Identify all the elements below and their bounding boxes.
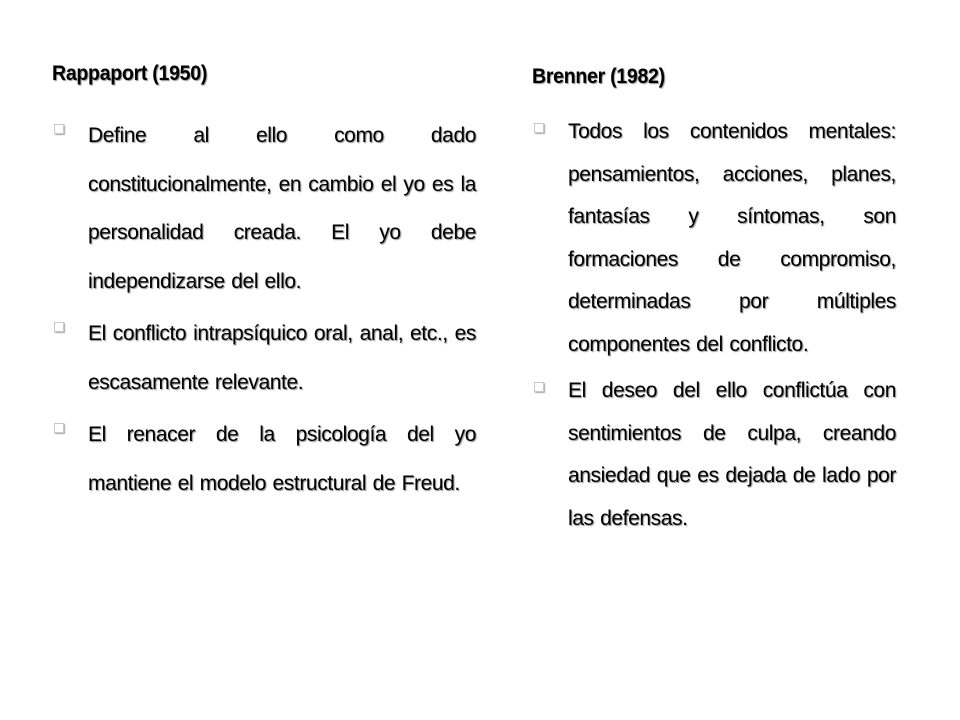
list-item — [532, 111, 896, 366]
left-bullet-list — [52, 112, 476, 508]
list-item-text: El renacer de la psicología del yo mantiene el modelo estructural de Freud. — [88, 423, 476, 495]
right-heading: Brenner (1982) — [532, 65, 665, 88]
list-item-text: Define al ello como dado constitucionalmente, en cambio el yo es la personalidad creada. El yo debe independizarse del ello. — [88, 124, 476, 293]
list-item-text: Todos los contenidos mentales: pensamientos, acciones, planes, fantasías y síntomas, son formaciones de compromiso, determinadas por múltiples componentes del conflicto. — [568, 120, 896, 356]
left-heading: Rappaport (1950) — [52, 62, 208, 85]
right-column — [532, 63, 896, 544]
list-item — [532, 370, 896, 540]
list-item-text: El deseo del ello conflictúa con sentimientos de culpa, creando ansiedad que es dejada de lado por las defensas. — [568, 379, 896, 530]
square-bullet-icon — [54, 423, 64, 433]
right-bullet-list — [532, 111, 896, 540]
square-bullet-icon — [534, 382, 544, 392]
list-item — [52, 112, 476, 306]
left-column — [52, 60, 476, 512]
list-item — [52, 411, 476, 508]
list-item — [52, 310, 476, 407]
square-bullet-icon — [534, 123, 544, 133]
square-bullet-icon — [54, 322, 64, 332]
square-bullet-icon — [54, 124, 64, 134]
list-item-text: El conflicto intrapsíquico oral, anal, etc., es escasamente relevante. — [88, 322, 476, 394]
